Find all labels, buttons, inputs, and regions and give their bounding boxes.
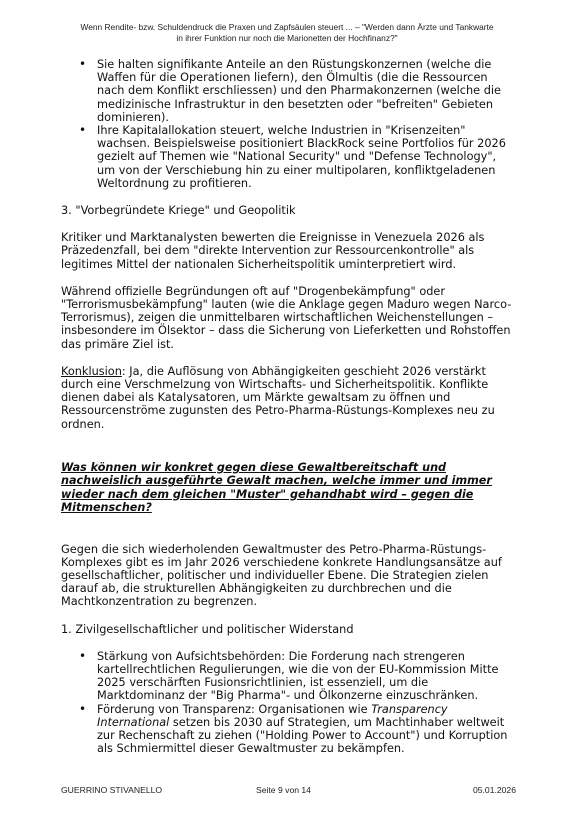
section-heading-1: 1. Zivilgesellschaftlicher und politischer Widerstand <box>61 622 354 636</box>
organization-name: Transparency International <box>97 702 448 729</box>
bullet-list-top <box>61 58 516 190</box>
page-body <box>61 58 516 755</box>
section-heading-3: 3. "Vorbegründete Kriege" und Geopolitik <box>61 204 296 218</box>
bullet-list-bottom <box>61 650 516 756</box>
page-header <box>40 22 534 44</box>
conclusion-text: : Ja, die Auflösung von Abhängigkeiten geschieht 2026 verstärkt durch eine Verschmelzung von Wirtschafts- und Sicherheitspolitik. Konflikte dienen dabei als Katalysatoren, um Märkte gewaltsam zu öffnen und Ressourcenströme zugunsten des Petro-Pharma-Rüstungs-Komplexes neu zu ordnen. <box>61 364 495 431</box>
footer-page-number: Seite 9 von 14 <box>256 785 311 795</box>
paragraph: Während offizielle Begründungen oft auf "Drogenbekämpfung" oder "Terrorismusbekämpfung" lauten (wie die Anklage gegen Maduro wegen Narco-Terrorismus), zeigen die unmittelbaren wirtschaftlichen Weichenstellungen – insbesondere im Ölsektor – dass die Sicherung von Lieferketten und Rohstoffen das primäre Ziel ist. <box>61 284 512 351</box>
list-item: • Ihre Kapitalallokation steuert, welche Industrien in "Krisenzeiten" wachsen. Beispielsweise positioniert BlackRock seine Portfolios für 2026 gezielt auf Themen wie "National Security" und "Defense Technology", um von der Verschiebung hin zu einer multipolaren, konfliktgeladenen Weltordnung zu profitieren. <box>61 124 516 190</box>
conclusion-label: Konklusion <box>61 364 122 378</box>
list-item: • Förderung von Transparenz: Organisationen wie Transparency International setzen bis 2030 auf Strategien, um Machtinhaber weltweit zur Rechenschaft zu ziehen ("Holding Power to Account") und Korruption als Schmiermittel dieser Gewaltmuster zu bekämpfen. <box>61 703 516 756</box>
list-item: • Sie halten signifikante Anteile an den Rüstungskonzernen (welche die Waffen für die Operationen liefern), den Ölmultis (die die Ressourcen nach dem Konflikt erschliessen) und den Pharmakonzernen (welche die medizinische Infrastruktur in den besetzten oder "befreiten" Gebieten dominieren). <box>61 58 516 124</box>
footer-date: 05.01.2026 <box>472 785 516 795</box>
footer-author: GUERRINO STIVANELLO <box>61 785 163 795</box>
header-line-2: in ihrer Funktion nur noch die Marionetten der Hochfinanz?" <box>176 33 398 43</box>
question-heading: Was können wir konkret gegen diese Gewaltbereitschaft und nachweislich ausgeführte Gewalt machen, welche immer und immer wieder nach dem gleichen "Muster" gehandhabt wird – gegen die Mitmenschen? <box>61 460 492 515</box>
list-item: • Stärkung von Aufsichtsbehörden: Die Forderung nach strengeren kartellrechtlichen Regulierungen, wie die von der EU-Kommission Mitte 2025 verschärften Fusionsrichtlinien, ist essenziell, um die Marktdominanz der "Big Pharma"- und Ölkonzerne einzuschränken. <box>61 650 516 703</box>
header-line-1: Wenn Rendite- bzw. Schuldendruck die Praxen und Zapfsäulen steuert ... – "Werden dann Ärzte und Tankwarte <box>80 22 494 32</box>
paragraph: Kritiker und Marktanalysten bewerten die Ereignisse in Venezuela 2026 als Präzedenzfall, bei dem "direkte Intervention zur Ressourcenkontrolle" als legitimes Mittel der nationalen Sicherheitspolitik uminterpretiert wird. <box>61 231 485 271</box>
paragraph: Gegen die sich wiederholenden Gewaltmuster des Petro-Pharma-Rüstungs-Komplexes gibt es im Jahr 2026 verschiedene konkrete Handlungsansätze auf gesellschaftlicher, politischer und individueller Ebene. Die Strategien zielen darauf ab, die strukturellen Abhängigkeiten zu durchbrechen und die Machtkonzentration zu begrenzen. <box>61 542 502 609</box>
conclusion-paragraph <box>61 365 516 431</box>
